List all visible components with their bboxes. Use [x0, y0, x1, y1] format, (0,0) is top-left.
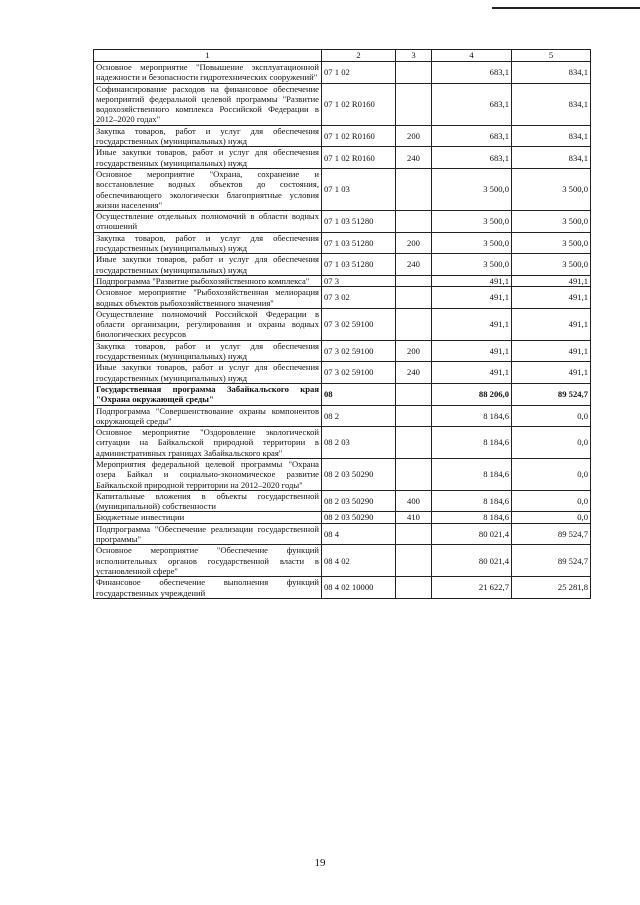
row-value-col5-cell: 491,1 — [512, 275, 591, 286]
row-name-cell: Финансовое обеспечение выполнения функций государственных учреждений — [94, 577, 322, 599]
row-value-col4-cell: 683,1 — [432, 62, 512, 84]
row-name-cell: Капитальные вложения в объекты государственной (муниципальной) собственности — [94, 490, 322, 512]
row-value-col4-cell: 88 206,0 — [432, 383, 512, 405]
row-code-cell: 07 1 03 — [322, 168, 396, 210]
table-row — [94, 545, 591, 577]
table-row — [94, 383, 591, 405]
table-row — [94, 308, 591, 340]
row-code-cell: 08 2 03 50290 — [322, 490, 396, 512]
row-value-col5-cell: 3 500,0 — [512, 168, 591, 210]
table-row — [94, 83, 591, 125]
row-value-col5-cell: 3 500,0 — [512, 254, 591, 276]
row-expense-type-cell — [396, 577, 432, 599]
row-value-col5-cell: 3 500,0 — [512, 232, 591, 254]
header-col-2: 2 — [322, 50, 396, 62]
table-row — [94, 427, 591, 459]
table-row — [94, 490, 591, 512]
row-value-col5-cell: 834,1 — [512, 147, 591, 169]
row-value-col5-cell: 834,1 — [512, 62, 591, 84]
table-header-row — [94, 50, 591, 62]
row-value-col4-cell: 8 184,6 — [432, 490, 512, 512]
row-expense-type-cell — [396, 287, 432, 309]
row-expense-type-cell — [396, 308, 432, 340]
row-code-cell: 07 3 02 59100 — [322, 308, 396, 340]
row-value-col5-cell: 3 500,0 — [512, 211, 591, 233]
row-value-col5-cell: 834,1 — [512, 83, 591, 125]
row-value-col4-cell: 491,1 — [432, 275, 512, 286]
row-code-cell: 07 3 02 — [322, 287, 396, 309]
header-col-5: 5 — [512, 50, 591, 62]
row-code-cell: 07 1 02 — [322, 62, 396, 84]
page-number: 19 — [314, 857, 326, 869]
row-expense-type-cell — [396, 275, 432, 286]
row-expense-type-cell: 240 — [396, 254, 432, 276]
row-code-cell: 08 4 02 — [322, 545, 396, 577]
row-value-col4-cell: 491,1 — [432, 362, 512, 384]
row-value-col4-cell: 8 184,6 — [432, 427, 512, 459]
row-name-cell: Софинансирование расходов на финансовое обеспечение мероприятий федеральной целевой программы "Развитие водохозяйственного комплекса Российской Федерации в 2012–2020 годах" — [94, 83, 322, 125]
row-expense-type-cell: 200 — [396, 340, 432, 362]
table-row — [94, 523, 591, 545]
row-name-cell: Основное мероприятие "Охрана, сохранение и восстановление водных объектов до состояния, обеспечивающего экологически благоприятные условия жизни населения" — [94, 168, 322, 210]
table-row — [94, 147, 591, 169]
row-expense-type-cell: 410 — [396, 512, 432, 523]
row-name-cell: Иные закупки товаров, работ и услуг для обеспечения государственных (муниципальных) нужд — [94, 147, 322, 169]
row-code-cell: 08 2 03 50290 — [322, 512, 396, 523]
table-row — [94, 287, 591, 309]
row-code-cell: 08 4 — [322, 523, 396, 545]
row-name-cell: Осуществление полномочий Российской Федерации в области организации, регулирования и охраны водных биологических ресурсов — [94, 308, 322, 340]
row-name-cell: Подпрограмма "Обеспечение реализации государственной программы" — [94, 523, 322, 545]
table-row — [94, 232, 591, 254]
top-rule — [492, 7, 640, 9]
table-row — [94, 577, 591, 599]
row-code-cell: 08 4 02 10000 — [322, 577, 396, 599]
row-value-col4-cell: 80 021,4 — [432, 545, 512, 577]
table-row — [94, 62, 591, 84]
table-row — [94, 254, 591, 276]
row-expense-type-cell — [396, 405, 432, 427]
row-expense-type-cell — [396, 62, 432, 84]
row-value-col4-cell: 491,1 — [432, 308, 512, 340]
header-col-1: 1 — [94, 50, 322, 62]
row-name-cell: Осуществление отдельных полномочий в области водных отношений — [94, 211, 322, 233]
row-code-cell: 07 1 03 51280 — [322, 211, 396, 233]
row-expense-type-cell — [396, 458, 432, 490]
table-row — [94, 125, 591, 147]
row-value-col5-cell: 0,0 — [512, 458, 591, 490]
row-name-cell: Иные закупки товаров, работ и услуг для обеспечения государственных (муниципальных) нужд — [94, 362, 322, 384]
row-value-col4-cell: 80 021,4 — [432, 523, 512, 545]
row-value-col5-cell: 0,0 — [512, 427, 591, 459]
row-name-cell: Основное мероприятие "Оздоровление экологической ситуации на Байкальской природной территории в административных границах Забайкальского края" — [94, 427, 322, 459]
row-value-col4-cell: 21 622,7 — [432, 577, 512, 599]
row-value-col4-cell: 3 500,0 — [432, 168, 512, 210]
row-code-cell: 07 1 02 R0160 — [322, 83, 396, 125]
row-expense-type-cell — [396, 168, 432, 210]
row-name-cell: Государственная программа Забайкальского края "Охрана окружающей среды" — [94, 383, 322, 405]
row-expense-type-cell: 200 — [396, 232, 432, 254]
row-code-cell: 08 2 03 50290 — [322, 458, 396, 490]
row-name-cell: Основное мероприятие "Повышение эксплуатационной надежности и безопасности гидротехнических сооружений" — [94, 62, 322, 84]
row-expense-type-cell: 240 — [396, 362, 432, 384]
row-value-col5-cell: 491,1 — [512, 362, 591, 384]
row-value-col5-cell: 89 524,7 — [512, 383, 591, 405]
table-row — [94, 275, 591, 286]
row-name-cell: Закупка товаров, работ и услуг для обеспечения государственных (муниципальных) нужд — [94, 125, 322, 147]
row-value-col5-cell: 0,0 — [512, 490, 591, 512]
table-row — [94, 211, 591, 233]
row-value-col5-cell: 834,1 — [512, 125, 591, 147]
row-name-cell: Мероприятия федеральной целевой программы "Охрана озера Байкал и социально-экономическое развитие Байкальской природной территории на 2012–2020 годы" — [94, 458, 322, 490]
row-code-cell: 07 3 — [322, 275, 396, 286]
row-code-cell: 08 2 — [322, 405, 396, 427]
row-name-cell: Основное мероприятие "Обеспечение функций исполнительных органов государственной власти в установленной сфере" — [94, 545, 322, 577]
row-code-cell: 08 2 03 — [322, 427, 396, 459]
table-row — [94, 405, 591, 427]
row-code-cell: 07 1 02 R0160 — [322, 147, 396, 169]
row-value-col5-cell: 89 524,7 — [512, 545, 591, 577]
table-row — [94, 512, 591, 523]
row-expense-type-cell — [396, 545, 432, 577]
row-expense-type-cell — [396, 83, 432, 125]
row-name-cell: Основное мероприятие "Рыбохозяйственная мелиорация водных объектов рыбохозяйственного значения" — [94, 287, 322, 309]
row-code-cell: 07 1 03 51280 — [322, 232, 396, 254]
row-value-col5-cell: 491,1 — [512, 340, 591, 362]
row-value-col4-cell: 683,1 — [432, 147, 512, 169]
row-value-col4-cell: 683,1 — [432, 125, 512, 147]
row-value-col4-cell: 491,1 — [432, 340, 512, 362]
row-value-col5-cell: 25 281,8 — [512, 577, 591, 599]
row-name-cell: Иные закупки товаров, работ и услуг для обеспечения государственных (муниципальных) нужд — [94, 254, 322, 276]
row-code-cell: 07 1 03 51280 — [322, 254, 396, 276]
row-code-cell: 07 1 02 R0160 — [322, 125, 396, 147]
table-row — [94, 340, 591, 362]
table-row — [94, 362, 591, 384]
row-code-cell: 07 3 02 59100 — [322, 340, 396, 362]
budget-table — [93, 49, 591, 599]
row-expense-type-cell — [396, 427, 432, 459]
row-expense-type-cell: 400 — [396, 490, 432, 512]
table-row — [94, 168, 591, 210]
row-value-col4-cell: 3 500,0 — [432, 232, 512, 254]
row-value-col5-cell: 0,0 — [512, 405, 591, 427]
row-expense-type-cell — [396, 211, 432, 233]
row-code-cell: 07 3 02 59100 — [322, 362, 396, 384]
row-expense-type-cell: 240 — [396, 147, 432, 169]
row-expense-type-cell — [396, 523, 432, 545]
row-value-col4-cell: 8 184,6 — [432, 512, 512, 523]
row-name-cell: Подпрограмма "Развитие рыбохозяйственного комплекса" — [94, 275, 322, 286]
row-value-col4-cell: 8 184,6 — [432, 458, 512, 490]
row-name-cell: Закупка товаров, работ и услуг для обеспечения государственных (муниципальных) нужд — [94, 232, 322, 254]
row-name-cell: Подпрограмма "Совершенствование охраны компонентов окружающей среды" — [94, 405, 322, 427]
row-value-col5-cell: 89 524,7 — [512, 523, 591, 545]
table-row — [94, 458, 591, 490]
row-value-col5-cell: 491,1 — [512, 308, 591, 340]
table-body — [94, 62, 591, 599]
row-value-col4-cell: 491,1 — [432, 287, 512, 309]
row-value-col4-cell: 683,1 — [432, 83, 512, 125]
row-value-col5-cell: 0,0 — [512, 512, 591, 523]
row-code-cell: 08 — [322, 383, 396, 405]
row-name-cell: Бюджетные инвестиции — [94, 512, 322, 523]
header-col-3: 3 — [396, 50, 432, 62]
row-value-col4-cell: 3 500,0 — [432, 254, 512, 276]
header-col-4: 4 — [432, 50, 512, 62]
row-expense-type-cell: 200 — [396, 125, 432, 147]
row-value-col4-cell: 8 184,6 — [432, 405, 512, 427]
row-value-col4-cell: 3 500,0 — [432, 211, 512, 233]
row-value-col5-cell: 491,1 — [512, 287, 591, 309]
row-name-cell: Закупка товаров, работ и услуг для обеспечения государственных (муниципальных) нужд — [94, 340, 322, 362]
row-expense-type-cell — [396, 383, 432, 405]
